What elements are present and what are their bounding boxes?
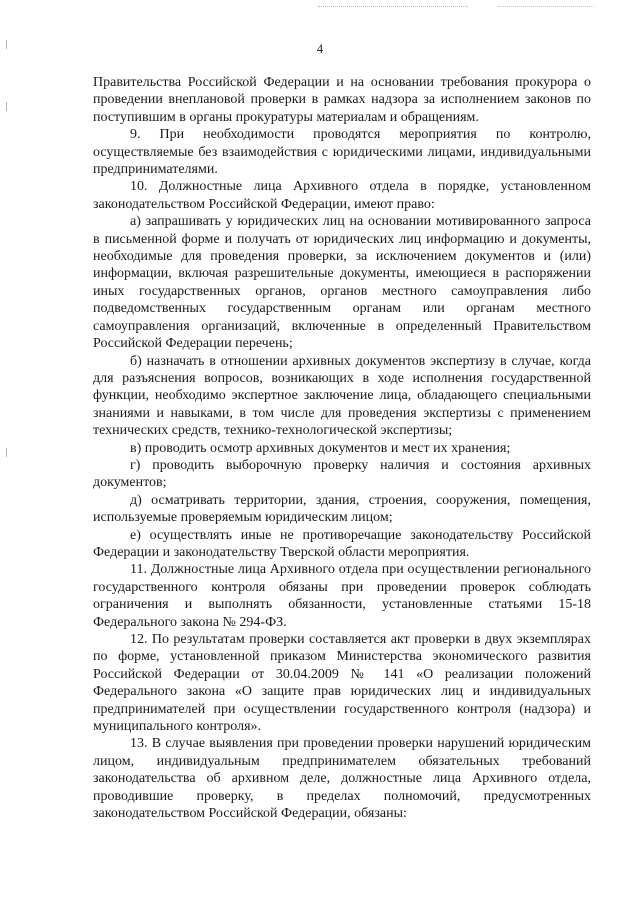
paragraph-continuation: Правительства Российской Федерации и на основании требования прокурора о проведении внеплановой проверки в рамках надзора за исполнением законов по поступившим в органы прокуратуры материалам и обращениям. [93, 75, 591, 125]
paragraph-item-12: 12. По результатам проверки составляется акт проверки в двух экземплярах по форме, установленной приказом Министерства экономического развития Российской Федерации от 30.04.2009 № 141 «О реализации положений Федерального закона «О защите прав юридических лиц и индивидуальных предпринимателей при осуществлении государственного контроля (надзора) и муниципального контроля». [93, 632, 591, 735]
margin-tick-mark [6, 102, 7, 111]
paragraph-item-10-v: в) проводить осмотр архивных документов и мест их хранения; [130, 440, 511, 456]
paragraph-item-10-g: г) проводить выборочную проверку наличия и состояния архивных документов; [93, 457, 591, 491]
paragraph-item-10: 10. Должностные лица Архивного отдела в порядке, установленном законодательством Российской Федерации, имеют право: [93, 179, 591, 212]
paragraph-item-9: 9. При необходимости проводятся мероприятия по контролю, осуществляемые без взаимодействия с юридическими лицами, индивидуальными предпринимателями. [93, 127, 591, 178]
scan-artifact-top-right [498, 6, 594, 8]
document-body [93, 74, 591, 822]
paragraph-item-11: 11. Должностные лица Архивного отдела при осуществлении регионального государственного контроля обязаны при проведении проверок соблюдать ограничения и выполнять обязанности, установленные статьями 15-18 Федерального закона № 294-ФЗ. [93, 562, 591, 630]
scan-artifact-top [318, 6, 468, 8]
paragraph-item-10-d: д) осматривать территории, здания, строения, сооружения, помещения, используемые проверяемым юридическим лицом; [93, 492, 591, 526]
paragraph-item-10-b: б) назначать в отношении архивных документов экспертизу в случае, когда для разъяснения вопросов, возникающих в ходе исполнения государственной функции, необходимо экспертное заключение лица, обладающего специальными знаниями и навыками, в том числе для проведения экспертизы с применением технических средств, технико-технологической экспертизы; [93, 353, 591, 439]
margin-tick-mark [6, 448, 7, 457]
page-number: 4 [316, 42, 324, 56]
paragraph-item-13: 13. В случае выявления при проведении проверки нарушений юридическим лицом, индивидуальным предпринимателем обязательных требований законодательства об архивном деле, должностные лица Архивного отдела, проводившие проверку, в пределах полномочий, предусмотренных законодательством Российской Федерации, обязаны: [93, 736, 591, 822]
paragraph-item-10-a: а) запрашивать у юридических лиц на основании мотивированного запроса в письменной форме и получать от юридических лиц информацию и документы, необходимые для проведения проверки, за исключением документов и (или) информации, включая разрешительные документы, имеющиеся в распоряжении иных государственных органов, органов местного самоуправления либо подведомственных государственным органам или органам местного самоуправления организаций, включенные в определенный Правительством Российской Федерации перечень; [93, 214, 591, 352]
paragraph-item-10-e: е) осуществлять иные не противоречащие законодательству Российской Федерации и законодательству Тверской области мероприятия. [93, 527, 591, 560]
